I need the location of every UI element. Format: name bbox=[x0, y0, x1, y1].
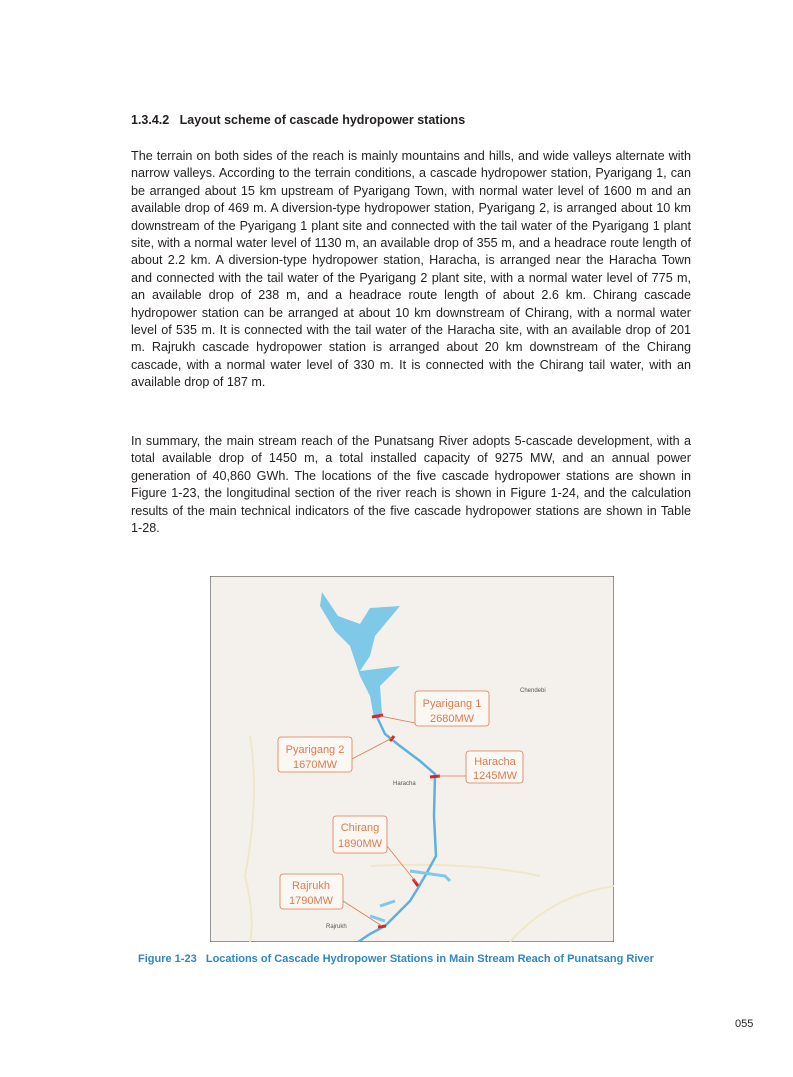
station-label-name: Rajrukh bbox=[292, 880, 330, 892]
town-label: Haracha bbox=[393, 781, 416, 787]
station-label-name: Pyarigang 1 bbox=[422, 698, 482, 710]
paragraph-summary: In summary, the main stream reach of the Punatsang River adopts 5-cascade development, with a total available drop of 1450 m, a total installed capacity of 9275 MW, and an annual power generation of 40,860 GWh. The locations of the five cascade hydropower stations are shown in Figure 1-23, the longitudinal section of the river reach is shown in Figure 1-24, and the calculation results of the main technical indicators of the five cascade hydropower stations are shown in Table 1-28. bbox=[131, 434, 691, 536]
station-label-capacity: 2680MW bbox=[429, 713, 475, 725]
station-label-name: Haracha bbox=[474, 756, 516, 768]
station-label-name: Pyarigang 2 bbox=[285, 744, 345, 756]
station-label-capacity: 1245MW bbox=[472, 770, 518, 782]
paragraph-terrain: The terrain on both sides of the reach is mainly mountains and hills, and wide valleys alternate with narrow valleys. According to the terrain conditions, a cascade hydropower station, Pyarigang 1, can be arranged about 15 km upstream of Pyarigang Town, with normal water level of 1600 m and an available drop of 469 m. A diversion-type hydropower station, Pyarigang 2, is arranged about 10 km downstream of the Pyarigang 1 plant site and connected with the tail water of the Pyarigang 1 plant site, with a normal water level of 1130 m, an available drop of 355 m, and a headrace route length of about 2.2 km. A diversion-type hydropower station, Haracha, is arranged near the Haracha Town and connected with the tail water of the Pyarigang 2 plant site, with a normal water level of 775 m, an available drop of 238 m, and a headrace route length of about 2.6 km. Chirang cascade hydropower station can be arranged at about 10 km downstream of Chirang, with a normal water level of 535 m. It is connected with the tail water of the Haracha site, with an available drop of 201 m. Rajrukh cascade hydropower station is arranged about 20 km downstream of the Chirang cascade, with a normal water level of 330 m. It is connected with the Chirang tail water, with an available drop of 187 m. bbox=[131, 149, 691, 390]
section-heading: 1.3.4.2 Layout scheme of cascade hydropower stations bbox=[131, 113, 466, 127]
river-map-figure bbox=[210, 576, 614, 942]
page-number: 055 bbox=[735, 1018, 754, 1030]
town-label: Chendebi bbox=[520, 688, 546, 694]
station-label-capacity: 1670MW bbox=[292, 759, 338, 771]
figure-caption: Figure 1-23 Locations of Cascade Hydropower Stations in Main Stream Reach of Punatsang River bbox=[138, 953, 654, 965]
station-label-capacity: 1890MW bbox=[337, 838, 383, 850]
station-label-name: Chirang bbox=[340, 822, 380, 834]
station-label-capacity: 1790MW bbox=[288, 895, 334, 907]
town-label: Rajrukh bbox=[326, 924, 347, 930]
